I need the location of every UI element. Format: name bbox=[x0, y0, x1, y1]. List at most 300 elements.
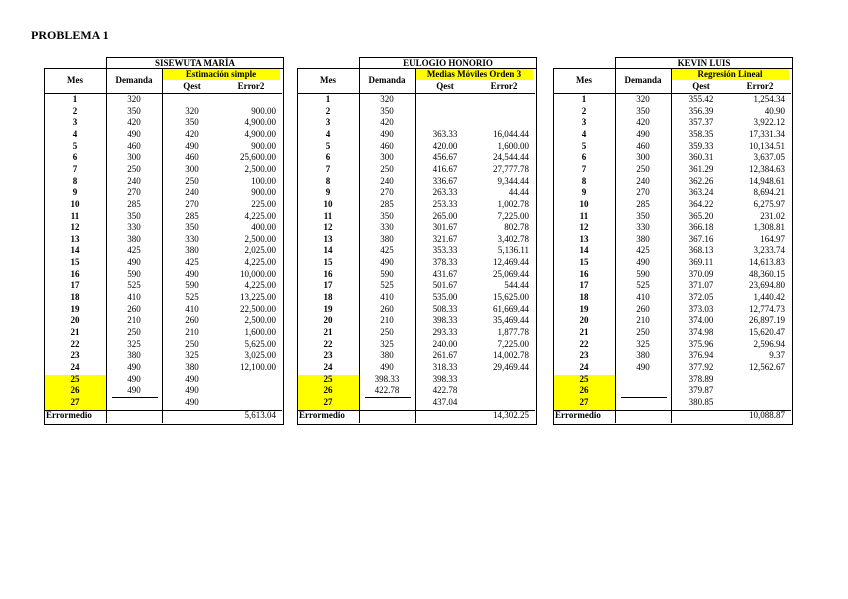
error2-cell bbox=[222, 385, 276, 396]
error2-cell: 10,134.51 bbox=[749, 140, 785, 151]
mes-cell: 15 bbox=[323, 257, 333, 268]
demanda-cell: 210 bbox=[380, 315, 394, 326]
mes-cell: 4 bbox=[72, 128, 78, 139]
error2-cell: 1,440.42 bbox=[753, 292, 785, 303]
mes-cell: 6 bbox=[581, 152, 587, 163]
demanda-cell: 525 bbox=[380, 280, 394, 291]
mes-cell: 13 bbox=[579, 233, 589, 244]
mes-cell: 14 bbox=[323, 245, 333, 256]
qest-cell: 367.16 bbox=[688, 233, 714, 244]
qest-cell: 356.39 bbox=[688, 105, 714, 116]
mes-cell: 22 bbox=[579, 338, 589, 349]
error2-cell: 6,275.97 bbox=[753, 198, 785, 209]
error2-cell bbox=[731, 374, 785, 385]
qest-cell: 357.37 bbox=[688, 117, 714, 128]
error2-cell: 9.37 bbox=[769, 350, 785, 361]
qest-header: Qest bbox=[436, 81, 454, 91]
error2-cell: 164.97 bbox=[760, 233, 785, 244]
mes-cell: 7 bbox=[72, 163, 78, 174]
mes-cell: 25 bbox=[70, 373, 80, 384]
qest-cell: 369.11 bbox=[688, 257, 714, 268]
error2-cell bbox=[731, 385, 785, 396]
mes-cell: 2 bbox=[325, 105, 331, 116]
qest-cell: 490 bbox=[185, 385, 199, 396]
error2-cell: 231.02 bbox=[760, 210, 785, 221]
demanda-cell bbox=[106, 397, 162, 408]
demanda-cell: 420 bbox=[127, 117, 141, 128]
qest-header: Qest bbox=[183, 81, 201, 91]
mes-cell: 9 bbox=[325, 187, 331, 198]
demanda-cell: 490 bbox=[636, 257, 650, 268]
panel-title: KEVIN LUIS bbox=[615, 57, 793, 69]
qest-cell: 253.33 bbox=[432, 198, 458, 209]
error2-cell: 4,225.00 bbox=[244, 280, 276, 291]
demanda-cell: 490 bbox=[380, 128, 394, 139]
demanda-cell: 320 bbox=[127, 94, 141, 104]
demanda-cell: 380 bbox=[636, 350, 650, 361]
qest-cell: 285 bbox=[185, 210, 199, 221]
mes-cell: 11 bbox=[323, 210, 333, 221]
qest-cell: 422.78 bbox=[432, 385, 458, 396]
error2-cell: 17,331.34 bbox=[749, 128, 785, 139]
qest-cell: 490 bbox=[185, 396, 199, 407]
mes-cell: 8 bbox=[325, 175, 331, 186]
error2-cell bbox=[222, 374, 276, 385]
mes-cell: 25 bbox=[323, 373, 333, 384]
mes-cell: 13 bbox=[70, 233, 80, 244]
demanda-cell bbox=[615, 385, 671, 396]
demanda-cell: 380 bbox=[127, 233, 141, 244]
mes-cell: 26 bbox=[579, 385, 589, 396]
error2-cell: 15,620.47 bbox=[749, 327, 785, 337]
qest-cell: 460 bbox=[185, 152, 199, 163]
qest-cell: 376.94 bbox=[688, 350, 714, 361]
error2-cell: 3,402.78 bbox=[497, 233, 529, 244]
mes-cell: 1 bbox=[72, 94, 78, 104]
mes-cell: 23 bbox=[579, 350, 589, 361]
mes-cell: 17 bbox=[579, 280, 589, 291]
error2-cell bbox=[222, 397, 276, 408]
qest-cell: 508.33 bbox=[432, 303, 458, 314]
mes-cell: 6 bbox=[72, 152, 78, 163]
qest-cell: 270 bbox=[185, 198, 199, 209]
mes-cell: 6 bbox=[325, 152, 331, 163]
error2-cell bbox=[475, 117, 529, 128]
qest-cell: 490 bbox=[185, 140, 199, 151]
demanda-cell: 250 bbox=[127, 327, 141, 337]
qest-cell: 301.67 bbox=[432, 222, 458, 233]
error2-cell: 2,500.00 bbox=[244, 163, 276, 174]
error2-cell: 4,225.00 bbox=[244, 210, 276, 221]
method-header: Medias Móviles Orden 3 bbox=[426, 69, 522, 79]
demanda-cell: 398.33 bbox=[374, 373, 400, 384]
demanda-cell: 490 bbox=[127, 257, 141, 268]
qest-cell bbox=[162, 94, 222, 105]
error-medio-value: 5,613.04 bbox=[244, 409, 276, 420]
error2-cell: 8,694.21 bbox=[753, 187, 785, 198]
demanda-cell: 460 bbox=[636, 140, 650, 151]
demanda-cell: 240 bbox=[127, 175, 141, 186]
qest-cell: 293.33 bbox=[432, 327, 458, 337]
mes-cell: 12 bbox=[579, 222, 589, 233]
demanda-underline bbox=[112, 397, 158, 398]
demanda-cell: 250 bbox=[636, 327, 650, 337]
error2-cell: 12,469.44 bbox=[493, 257, 529, 268]
mes-cell: 8 bbox=[72, 175, 78, 186]
error2-cell: 802.78 bbox=[504, 222, 529, 233]
qest-cell: 330 bbox=[185, 233, 199, 244]
error2-cell: 3,637.05 bbox=[753, 152, 785, 163]
demanda-cell: 490 bbox=[127, 373, 141, 384]
error2-cell: 1,308.81 bbox=[753, 222, 785, 233]
demanda-cell: 250 bbox=[380, 327, 394, 337]
demanda-cell: 210 bbox=[127, 315, 141, 326]
qest-cell: 300 bbox=[185, 163, 199, 174]
error-medio-label: Errormedio bbox=[555, 409, 601, 420]
mes-cell: 23 bbox=[323, 350, 333, 361]
mes-cell: 21 bbox=[70, 327, 80, 337]
mes-cell: 11 bbox=[70, 210, 80, 221]
mes-cell: 10 bbox=[70, 198, 80, 209]
qest-cell: 318.33 bbox=[432, 361, 458, 372]
qest-cell: 377.92 bbox=[688, 361, 714, 372]
error2-cell: 40.90 bbox=[764, 105, 785, 116]
qest-cell: 261.67 bbox=[432, 350, 458, 361]
qest-cell: 359.33 bbox=[688, 140, 714, 151]
demanda-cell bbox=[615, 374, 671, 385]
panel-title: EULOGIO HONORIO bbox=[359, 57, 537, 69]
qest-cell: 320 bbox=[185, 105, 199, 116]
error2-cell: 14,613.83 bbox=[749, 257, 785, 268]
demanda-underline bbox=[621, 397, 667, 398]
qest-cell: 431.67 bbox=[432, 268, 458, 279]
qest-cell: 375.96 bbox=[688, 338, 714, 349]
mes-cell: 19 bbox=[579, 303, 589, 314]
mes-cell: 24 bbox=[323, 361, 333, 372]
qest-cell: 590 bbox=[185, 280, 199, 291]
demanda-cell: 270 bbox=[380, 187, 394, 198]
error2-cell: 26,897.19 bbox=[749, 315, 785, 326]
qest-cell: 353.33 bbox=[432, 245, 458, 256]
demanda-cell: 420 bbox=[380, 117, 394, 128]
qest-cell: 363.33 bbox=[432, 128, 458, 139]
demanda-cell: 260 bbox=[380, 303, 394, 314]
qest-cell: 525 bbox=[185, 292, 199, 303]
mes-cell: 24 bbox=[70, 361, 80, 372]
mes-cell: 21 bbox=[323, 327, 333, 337]
demanda-cell: 425 bbox=[127, 245, 141, 256]
demanda-cell: 490 bbox=[127, 385, 141, 396]
qest-cell: 365.20 bbox=[688, 210, 714, 221]
mes-cell: 20 bbox=[70, 315, 80, 326]
mes-cell: 26 bbox=[70, 385, 80, 396]
mes-cell: 14 bbox=[579, 245, 589, 256]
demanda-cell: 490 bbox=[636, 128, 650, 139]
demanda-cell: 300 bbox=[636, 152, 650, 163]
qest-cell: 420 bbox=[185, 128, 199, 139]
mes-cell: 17 bbox=[70, 280, 80, 291]
demanda-cell: 525 bbox=[636, 280, 650, 291]
qest-cell: 416.67 bbox=[432, 163, 458, 174]
error-medio-label: Errormedio bbox=[299, 409, 345, 420]
error2-cell: 4,900.00 bbox=[244, 128, 276, 139]
mes-cell: 16 bbox=[70, 268, 80, 279]
demanda-cell: 410 bbox=[127, 292, 141, 303]
error2-cell: 12,562.67 bbox=[749, 361, 785, 372]
error2-cell: 2,025.00 bbox=[244, 245, 276, 256]
qest-cell: 380.85 bbox=[688, 396, 714, 407]
error2-cell: 4,900.00 bbox=[244, 117, 276, 128]
qest-cell: 368.13 bbox=[688, 245, 714, 256]
error-medio-value: 10,088.87 bbox=[749, 409, 785, 420]
qest-cell: 372.05 bbox=[688, 292, 714, 303]
demanda-cell: 325 bbox=[636, 338, 650, 349]
mes-cell: 15 bbox=[70, 257, 80, 268]
mes-cell: 19 bbox=[70, 303, 80, 314]
demanda-cell: 380 bbox=[636, 233, 650, 244]
mes-cell: 3 bbox=[72, 117, 78, 128]
qest-cell bbox=[415, 117, 475, 128]
page-title: PROBLEMA 1 bbox=[31, 28, 109, 42]
qest-cell: 355.42 bbox=[688, 94, 714, 104]
demanda-header: Demanda bbox=[368, 75, 406, 85]
error2-cell: 48,360.15 bbox=[749, 268, 785, 279]
qest-cell: 490 bbox=[185, 373, 199, 384]
mes-cell: 7 bbox=[325, 163, 331, 174]
mes-cell: 5 bbox=[72, 140, 78, 151]
demanda-cell: 460 bbox=[380, 140, 394, 151]
mes-cell: 25 bbox=[579, 373, 589, 384]
mes-cell: 16 bbox=[579, 268, 589, 279]
error2-cell: 12,100.00 bbox=[240, 361, 276, 372]
demanda-cell: 330 bbox=[127, 222, 141, 233]
error2-cell: 29,469.44 bbox=[493, 361, 529, 372]
demanda-cell: 590 bbox=[380, 268, 394, 279]
demanda-underline bbox=[365, 397, 411, 398]
error2-cell: 9,344.44 bbox=[497, 175, 529, 186]
error2-cell: 2,500.00 bbox=[244, 233, 276, 244]
error2-cell: 25,600.00 bbox=[240, 152, 276, 163]
demanda-cell: 422.78 bbox=[374, 385, 400, 396]
demanda-cell: 425 bbox=[380, 245, 394, 256]
method-header: Regresión Lineal bbox=[697, 69, 763, 79]
error2-cell: 7,225.00 bbox=[497, 338, 529, 349]
demanda-cell: 260 bbox=[127, 303, 141, 314]
qest-cell: 501.67 bbox=[432, 280, 458, 291]
mes-cell: 20 bbox=[323, 315, 333, 326]
mes-cell: 10 bbox=[579, 198, 589, 209]
mes-cell: 2 bbox=[72, 105, 78, 116]
demanda-cell: 350 bbox=[636, 105, 650, 116]
mes-cell: 11 bbox=[579, 210, 589, 221]
mes-cell: 9 bbox=[581, 187, 587, 198]
error2-cell bbox=[222, 94, 276, 105]
mes-cell: 18 bbox=[323, 292, 333, 303]
demanda-cell: 410 bbox=[380, 292, 394, 303]
demanda-cell: 250 bbox=[636, 163, 650, 174]
demanda-cell: 330 bbox=[636, 222, 650, 233]
qest-cell: 373.03 bbox=[688, 303, 714, 314]
qest-cell: 490 bbox=[185, 268, 199, 279]
qest-cell: 420.00 bbox=[432, 140, 458, 151]
qest-cell: 380 bbox=[185, 361, 199, 372]
qest-cell: 263.33 bbox=[432, 187, 458, 198]
error2-cell: 12,774.73 bbox=[749, 303, 785, 314]
qest-cell: 371.07 bbox=[688, 280, 714, 291]
mes-cell: 9 bbox=[72, 187, 78, 198]
qest-cell: 260 bbox=[185, 315, 199, 326]
demanda-cell: 380 bbox=[380, 350, 394, 361]
error2-cell: 1,254.34 bbox=[753, 94, 785, 104]
mes-cell: 7 bbox=[581, 163, 587, 174]
qest-cell: 210 bbox=[185, 327, 199, 337]
qest-cell: 350 bbox=[185, 222, 199, 233]
mes-cell: 24 bbox=[579, 361, 589, 372]
qest-cell: 325 bbox=[185, 350, 199, 361]
error2-cell: 24,544.44 bbox=[493, 152, 529, 163]
error2-cell: 5,136.11 bbox=[497, 245, 529, 256]
mes-cell: 4 bbox=[325, 128, 331, 139]
error2-cell: 13,225.00 bbox=[240, 292, 276, 303]
mes-cell: 2 bbox=[581, 105, 587, 116]
error2-cell: 12,384.63 bbox=[749, 163, 785, 174]
mes-cell: 1 bbox=[581, 94, 587, 104]
error2-cell: 7,225.00 bbox=[497, 210, 529, 221]
qest-cell: 321.67 bbox=[432, 233, 458, 244]
error2-cell bbox=[731, 397, 785, 408]
error2-cell: 900.00 bbox=[251, 105, 276, 116]
method-header: Estimación simple bbox=[185, 69, 257, 79]
demanda-cell: 285 bbox=[127, 198, 141, 209]
forecast-panel bbox=[297, 57, 535, 457]
qest-cell: 410 bbox=[185, 303, 199, 314]
demanda-cell: 325 bbox=[127, 338, 141, 349]
error2-cell: 27,777.78 bbox=[493, 163, 529, 174]
demanda-cell: 350 bbox=[636, 210, 650, 221]
forecast-panel bbox=[44, 57, 282, 457]
demanda-cell: 350 bbox=[127, 210, 141, 221]
error2-header: Error2 bbox=[490, 81, 518, 91]
mes-header: Mes bbox=[67, 75, 83, 85]
mes-cell: 26 bbox=[323, 385, 333, 396]
mes-cell: 22 bbox=[323, 338, 333, 349]
error2-cell bbox=[475, 94, 529, 105]
error2-cell: 5,625.00 bbox=[244, 338, 276, 349]
demanda-cell: 525 bbox=[127, 280, 141, 291]
error2-cell: 3,922.12 bbox=[753, 117, 785, 128]
demanda-cell: 325 bbox=[380, 338, 394, 349]
error2-cell bbox=[475, 397, 529, 408]
qest-cell: 350 bbox=[185, 117, 199, 128]
demanda-header: Demanda bbox=[624, 75, 662, 85]
demanda-cell: 210 bbox=[636, 315, 650, 326]
mes-cell: 20 bbox=[579, 315, 589, 326]
qest-cell: 378.89 bbox=[688, 373, 714, 384]
qest-cell: 366.18 bbox=[688, 222, 714, 233]
qest-cell: 250 bbox=[185, 175, 199, 186]
mes-cell: 14 bbox=[70, 245, 80, 256]
demanda-cell: 260 bbox=[636, 303, 650, 314]
error2-cell: 900.00 bbox=[251, 140, 276, 151]
mes-cell: 13 bbox=[323, 233, 333, 244]
error2-cell: 22,500.00 bbox=[240, 303, 276, 314]
demanda-cell: 490 bbox=[380, 257, 394, 268]
mes-cell: 22 bbox=[70, 338, 80, 349]
qest-cell: 378.33 bbox=[432, 257, 458, 268]
mes-cell: 18 bbox=[579, 292, 589, 303]
mes-cell: 18 bbox=[70, 292, 80, 303]
demanda-cell: 320 bbox=[380, 94, 394, 104]
demanda-cell: 240 bbox=[636, 175, 650, 186]
qest-cell bbox=[415, 106, 475, 117]
mes-cell: 4 bbox=[581, 128, 587, 139]
demanda-cell: 380 bbox=[127, 350, 141, 361]
qest-cell: 250 bbox=[185, 338, 199, 349]
demanda-header: Demanda bbox=[115, 75, 153, 85]
error-medio-label: Errormedio bbox=[46, 409, 92, 420]
error2-cell: 14,948.61 bbox=[749, 175, 785, 186]
demanda-cell: 490 bbox=[636, 361, 650, 372]
demanda-cell: 300 bbox=[127, 152, 141, 163]
mes-cell: 3 bbox=[325, 117, 331, 128]
error2-cell: 25,069.44 bbox=[493, 268, 529, 279]
error-medio-value: 14,302.25 bbox=[493, 409, 529, 420]
error2-cell: 2,500.00 bbox=[244, 315, 276, 326]
mes-cell: 5 bbox=[325, 140, 331, 151]
error2-cell: 10,000.00 bbox=[240, 268, 276, 279]
error2-cell: 16,044.44 bbox=[493, 128, 529, 139]
qest-cell: 380 bbox=[185, 245, 199, 256]
error2-cell: 3,233.74 bbox=[753, 245, 785, 256]
qest-cell: 240.00 bbox=[432, 338, 458, 349]
error2-cell bbox=[475, 106, 529, 117]
demanda-cell: 270 bbox=[636, 187, 650, 198]
mes-cell: 1 bbox=[325, 94, 331, 104]
demanda-cell: 330 bbox=[380, 222, 394, 233]
error2-cell: 4,225.00 bbox=[244, 257, 276, 268]
qest-cell: 265.00 bbox=[432, 210, 458, 221]
mes-cell: 27 bbox=[70, 396, 80, 407]
mes-header: Mes bbox=[576, 75, 592, 85]
error2-cell: 61,669.44 bbox=[493, 303, 529, 314]
mes-header: Mes bbox=[320, 75, 336, 85]
mes-cell: 27 bbox=[323, 396, 333, 407]
forecast-panel bbox=[553, 57, 791, 457]
qest-cell: 240 bbox=[185, 187, 199, 198]
demanda-cell: 425 bbox=[636, 245, 650, 256]
qest-cell: 398.33 bbox=[432, 373, 458, 384]
error2-cell: 2,596.94 bbox=[753, 338, 785, 349]
error2-cell: 15,625.00 bbox=[493, 292, 529, 303]
demanda-cell: 350 bbox=[380, 105, 394, 116]
demanda-cell: 460 bbox=[127, 140, 141, 151]
qest-cell: 379.87 bbox=[688, 385, 714, 396]
qest-header: Qest bbox=[692, 81, 710, 91]
demanda-cell: 250 bbox=[380, 163, 394, 174]
mes-cell: 27 bbox=[579, 396, 589, 407]
qest-cell: 374.00 bbox=[688, 315, 714, 326]
mes-cell: 5 bbox=[581, 140, 587, 151]
error2-cell: 35,469.44 bbox=[493, 315, 529, 326]
error2-cell: 544.44 bbox=[504, 280, 529, 291]
demanda-cell: 420 bbox=[636, 117, 650, 128]
qest-cell: 374.98 bbox=[688, 327, 714, 337]
demanda-cell: 240 bbox=[380, 175, 394, 186]
error2-cell: 400.00 bbox=[251, 222, 276, 233]
demanda-cell: 490 bbox=[380, 361, 394, 372]
demanda-cell: 270 bbox=[127, 187, 141, 198]
error2-header: Error2 bbox=[746, 81, 774, 91]
